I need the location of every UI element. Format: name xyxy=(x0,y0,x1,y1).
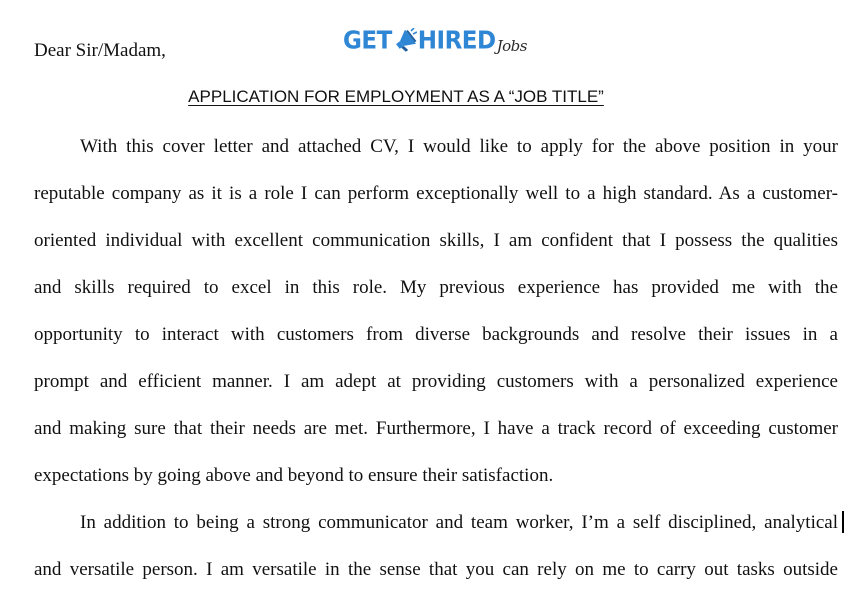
salutation: Dear Sir/Madam, xyxy=(34,40,166,61)
paragraph-1-line: and skills required to excel in this role. My previous experience has provided me with the xyxy=(34,277,838,298)
paragraph-1-line: and making sure that their needs are met. Furthermore, I have a track record of exceeding customer xyxy=(34,418,838,439)
paragraph-1-line: With this cover letter and attached CV, I would like to apply for the above position in your xyxy=(80,136,838,157)
text-cursor xyxy=(842,511,844,533)
paragraph-1-line: expectations by going above and beyond to ensure their satisfaction. xyxy=(34,465,554,486)
logo-text-get: GET xyxy=(343,26,392,56)
gethired-logo xyxy=(343,24,527,58)
logo-text-jobs: Jobs xyxy=(496,37,527,55)
paragraph-2-line: and versatile person. I am versatile in the sense that you can rely on me to carry out tasks outside xyxy=(34,559,838,580)
paragraph-1-line: prompt and efficient manner. I am adept at providing customers with a personalized experience xyxy=(34,371,838,392)
paragraph-1-line: reputable company as it is a role I can perform exceptionally well to a high standard. As a customer- xyxy=(34,183,838,204)
letter-subject: APPLICATION FOR EMPLOYMENT AS A “JOB TITLE” xyxy=(188,87,604,106)
paragraph-2-line: In addition to being a strong communicator and team worker, I’m a self disciplined, analytical xyxy=(80,512,838,533)
megaphone-icon xyxy=(393,28,417,54)
logo-text-hired: HIRED xyxy=(417,26,496,56)
paragraph-1-line: oriented individual with excellent communication skills, I am confident that I possess the qualities xyxy=(34,230,838,251)
paragraph-1-line: opportunity to interact with customers from diverse backgrounds and resolve their issues in a xyxy=(34,324,838,345)
